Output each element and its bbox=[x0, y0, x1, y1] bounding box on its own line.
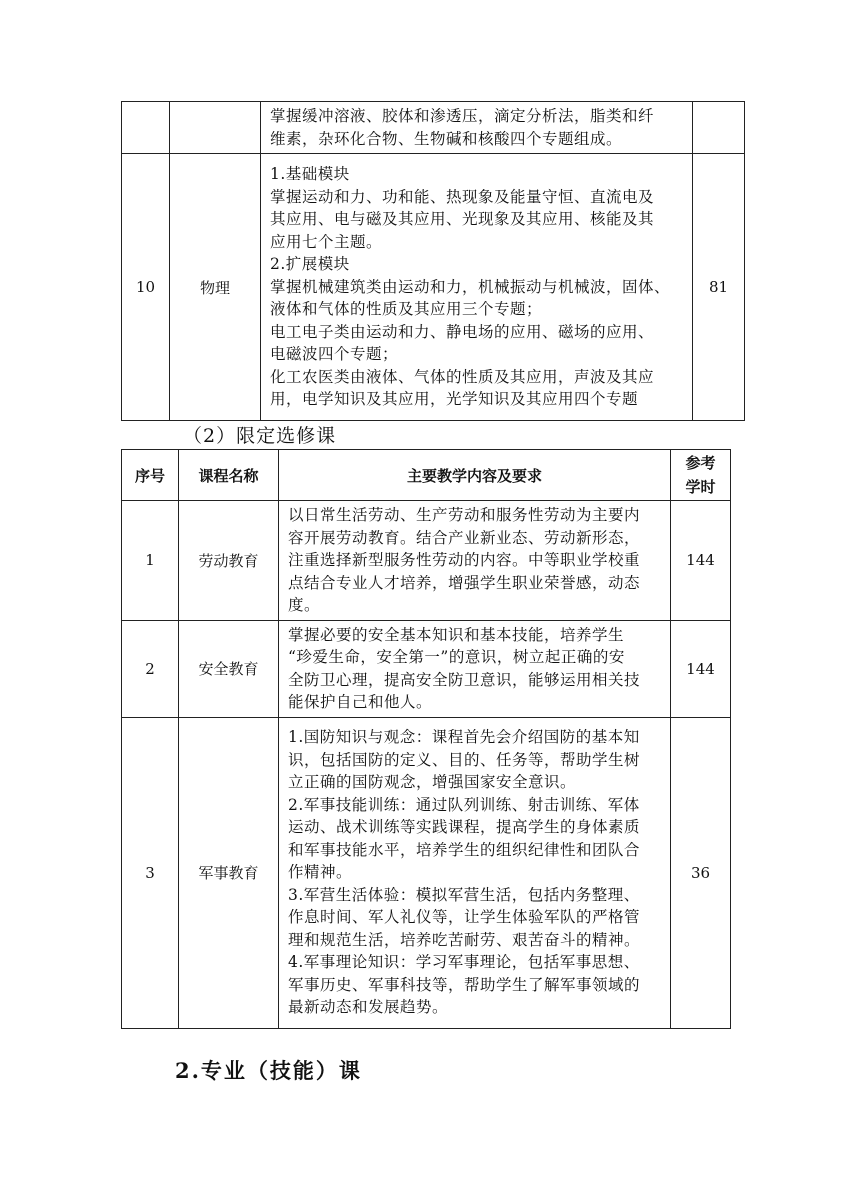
header-content: 主要教学内容及要求 bbox=[279, 450, 671, 501]
header-number: 序号 bbox=[122, 450, 179, 501]
course-name: 劳动教育 bbox=[179, 501, 279, 621]
course-name: 物理 bbox=[170, 154, 261, 421]
header-hours: 参考 学时 bbox=[671, 450, 731, 501]
row-number: 2 bbox=[122, 620, 179, 717]
table-row bbox=[122, 717, 731, 1028]
course-content: 1.国防知识与观念：课程首先会介绍国防的基本知 识，包括国防的定义、目的、任务等，帮助学生树 立正确的国防观念，增强国家安全意识。 2.军事技能训练：通过队列训练、射击训练、军体 运动、战术训练等实践课程，提高学生的身体素质 和军事技能水平，培养学生的组织纪律性和团队合 作精神。 3.军营生活体验：模拟军营生活，包括内务整理、 作息时间、军人礼仪等，让学生体验军队的严格管 理和规范生活，培养吃苦耐劳、艰苦奋斗的精神。 4.军事理论知识：学习军事理论，包括军事思想、 军事历史、军事科技等，帮助学生了解军事领域的 最新动态和发展趋势。 bbox=[279, 717, 671, 1028]
required-courses-table-continued bbox=[121, 101, 745, 421]
course-content: 以日常生活劳动、生产劳动和服务性劳动为主要内 容开展劳动教育。结合产业新业态、劳动新形态， 注重选择新型服务性劳动的内容。中等职业学校重 点结合专业人才培养，增强学生职业荣誉感，动态 度。 bbox=[279, 501, 671, 621]
course-hours: 36 bbox=[671, 717, 731, 1028]
table-row bbox=[122, 102, 745, 154]
table-row bbox=[122, 620, 731, 717]
course-hours: 144 bbox=[671, 620, 731, 717]
course-hours bbox=[693, 102, 745, 154]
row-number: 1 bbox=[122, 501, 179, 621]
course-content: 1.基础模块 掌握运动和力、功和能、热现象及能量守恒、直流电及 其应用、电与磁及其应用、光现象及其应用、核能及其 应用七个主题。 2.扩展模块 掌握机械建筑类由运动和力，机械振动与机械波，固体、 液体和气体的性质及其应用三个专题； 电工电子类由运动和力、静电场的应用、磁场的应用、 电磁波四个专题； 化工农医类由液体、气体的性质及其应用，声波及其应 用，电学知识及其应用，光学知识及其应用四个专题 bbox=[261, 154, 693, 421]
course-content: 掌握必要的安全基本知识和基本技能，培养学生 “珍爱生命，安全第一”的意识，树立起正确的安 全防卫心理，提高安全防卫意识，能够运用相关技 能保护自己和他人。 bbox=[279, 620, 671, 717]
course-name: 军事教育 bbox=[179, 717, 279, 1028]
course-content: 掌握缓冲溶液、胶体和渗透压，滴定分析法，脂类和纤 维素，杂环化合物、生物碱和核酸四个专题组成。 bbox=[261, 102, 693, 154]
header-course-name: 课程名称 bbox=[179, 450, 279, 501]
row-number: 10 bbox=[122, 154, 170, 421]
row-number bbox=[122, 102, 170, 154]
section-title-professional: 2.专业（技能）课 bbox=[175, 1058, 362, 1083]
course-hours: 144 bbox=[671, 501, 731, 621]
restricted-electives-table bbox=[121, 449, 731, 1029]
row-number: 3 bbox=[122, 717, 179, 1028]
course-name: 安全教育 bbox=[179, 620, 279, 717]
table-row bbox=[122, 154, 745, 421]
table-row bbox=[122, 501, 731, 621]
course-hours: 81 bbox=[693, 154, 745, 421]
course-name bbox=[170, 102, 261, 154]
table-header-row bbox=[122, 450, 731, 501]
section-title-elective: （2）限定选修课 bbox=[183, 425, 337, 447]
